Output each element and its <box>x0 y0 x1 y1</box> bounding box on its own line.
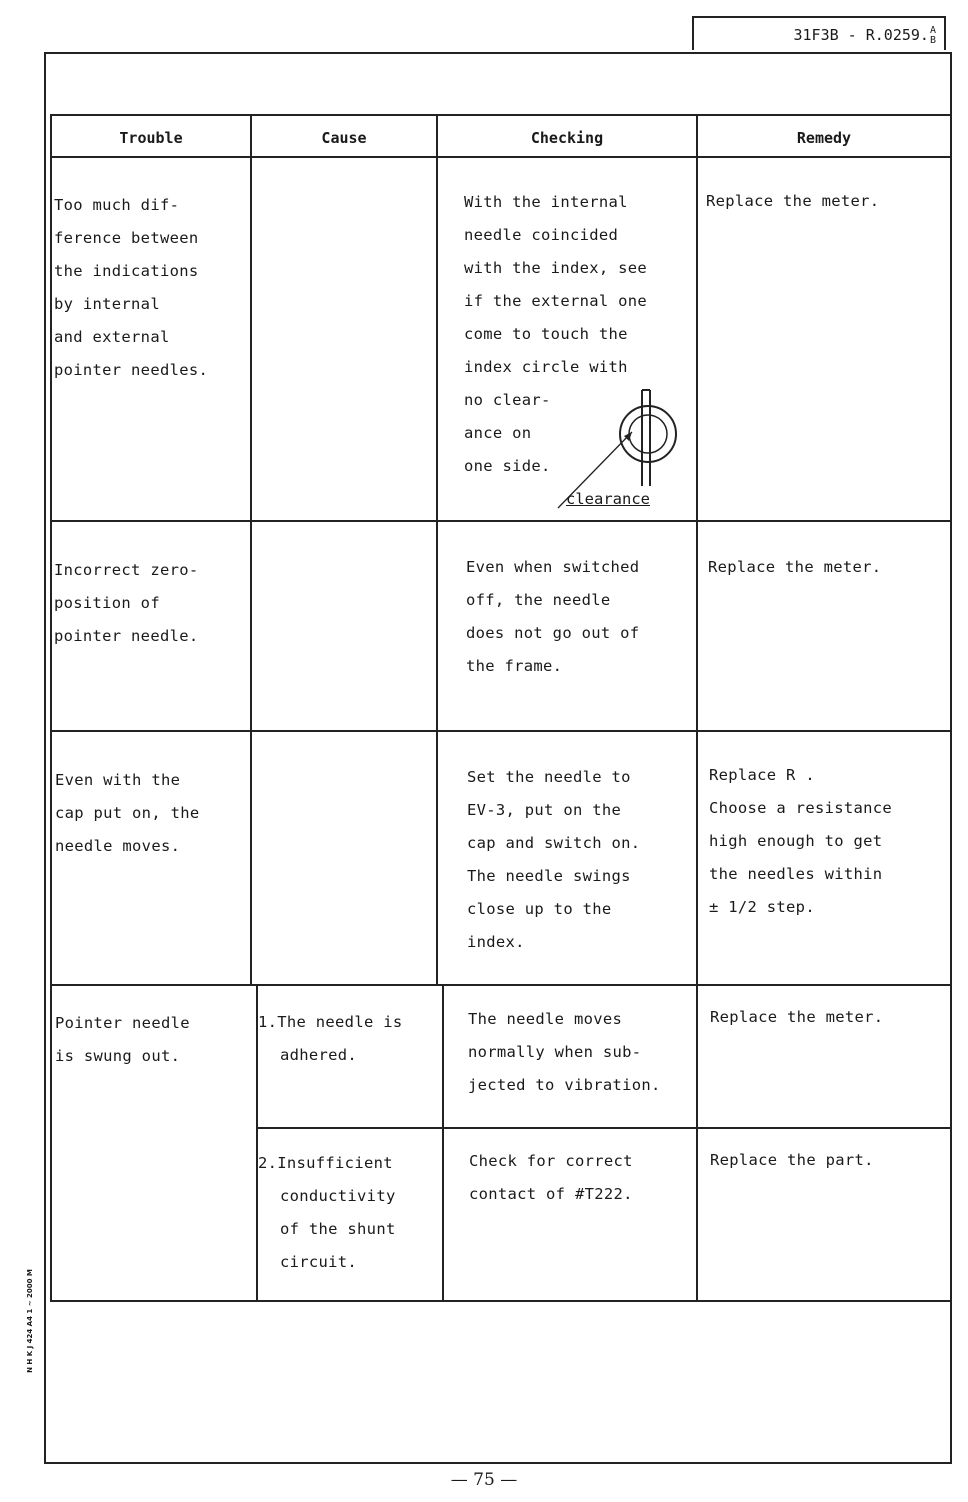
row-4-checking: The needle moves normally when sub- jected to vibration. <box>468 1010 661 1094</box>
header-cause: Cause <box>321 129 367 147</box>
row-2-checking: Even when switched off, the needle does not go out of the frame. <box>466 558 640 675</box>
reference-box <box>692 16 946 50</box>
row-3-trouble: Even with the cap put on, the needle moves. <box>55 771 200 855</box>
row-2-remedy: Replace the meter. <box>708 558 882 576</box>
inner-circle <box>629 415 667 453</box>
row-4a-border <box>256 1127 952 1129</box>
clearance-label: clearance <box>566 490 650 508</box>
side-note: N H K J 424 A4 1 ~ 2000 M <box>26 1269 34 1373</box>
row-4-cause: 1.The needle is adhered. <box>258 1013 403 1064</box>
header-checking: Checking <box>530 129 604 147</box>
row-3-remedy: Replace R . Choose a resistance high enough to get the needles within ± 1/2 step. <box>709 766 893 916</box>
row-2-border <box>50 730 952 732</box>
row-5-remedy: Replace the part. <box>710 1151 874 1169</box>
table-left-border <box>50 114 52 1302</box>
col-checking-divider-upper <box>436 114 438 984</box>
row-1-checking: With the internal needle coincided with the index, see if the external one come to touch the index circle with no clear- ance on one side. <box>464 193 648 475</box>
table-bottom-border <box>50 1300 952 1302</box>
row-1-border <box>50 520 952 522</box>
row-5-checking: Check for correct contact of #T222. <box>469 1152 633 1203</box>
col-remedy-divider <box>696 114 698 1302</box>
row-5-cause: 2.Insufficient conductivity of the shunt circuit. <box>258 1154 396 1271</box>
col-cause-divider-upper <box>250 114 252 984</box>
row-3-border <box>50 984 952 986</box>
row-3-checking: Set the needle to EV-3, put on the cap and switch on. The needle swings close up to the index. <box>467 768 641 951</box>
table-top-border <box>50 114 952 116</box>
col-checking-divider-lower <box>442 984 444 1302</box>
reference-suffix: A B <box>929 24 936 46</box>
row-1-remedy: Replace the meter. <box>706 192 880 210</box>
header-trouble: Trouble <box>119 129 183 147</box>
row-2-trouble: Incorrect zero- position of pointer needle. <box>54 561 199 645</box>
row-1-trouble: Too much dif- ference between the indications by internal and external pointer needles. <box>54 196 209 379</box>
header-remedy: Remedy <box>796 129 852 147</box>
row-4-trouble: Pointer needle is swung out. <box>55 1014 190 1065</box>
page-number: — 75 — <box>450 1470 518 1490</box>
reference-number: 31F3B - R.0259. <box>793 26 929 44</box>
row-4-remedy: Replace the meter. <box>710 1008 884 1026</box>
